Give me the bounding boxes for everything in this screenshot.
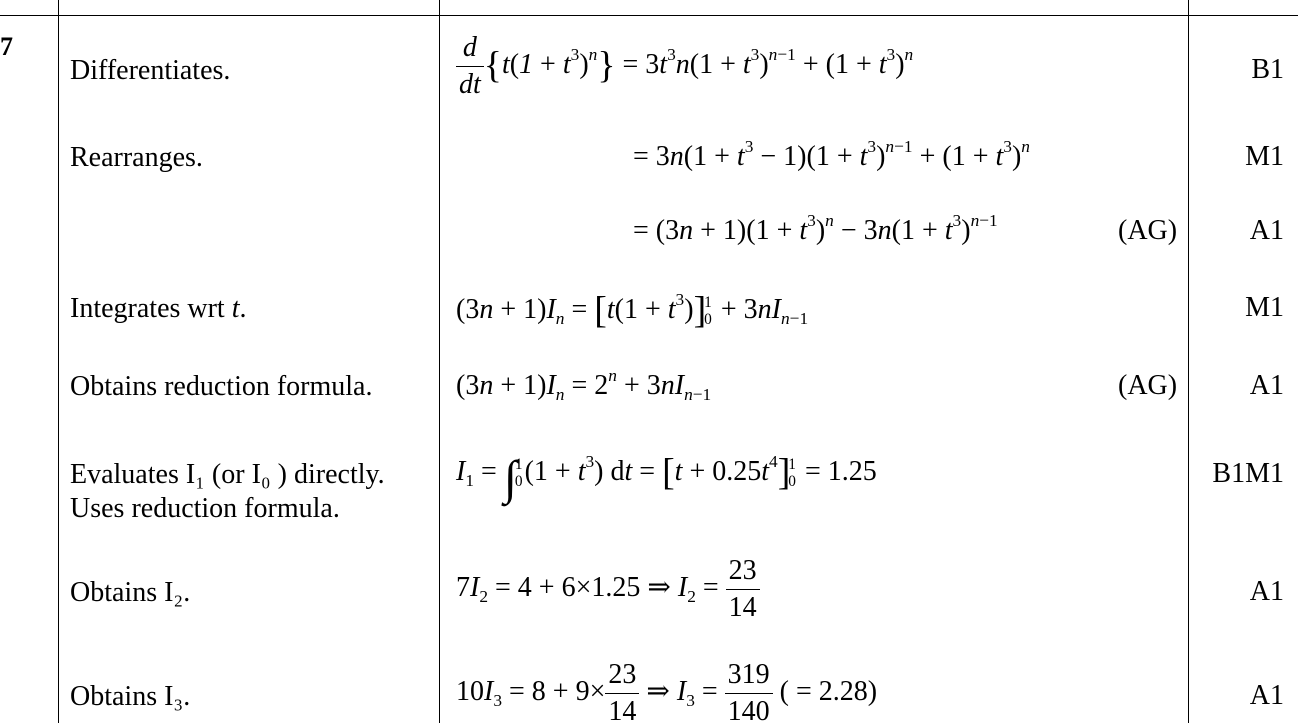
answer-given-label: (AG)	[1118, 370, 1178, 401]
equation-result: = $(3n + 1)(1 + t^3)^n - 3n(1 + t^3)^{n-1}$	[633, 210, 998, 246]
column-divider-2	[439, 0, 440, 723]
mark-a1: A1	[1249, 370, 1284, 401]
step-description: Obtains I₂.	[70, 577, 191, 608]
mark-m1: M1	[1245, 292, 1284, 323]
equation-i3: $10I_3 = 8 + 9\times$ $\frac{23}{14}$ ⇒ $I_3$ = $\frac{319}{140}$ ( = 2.28)	[456, 659, 878, 727]
step-description: Differentiates.	[70, 55, 231, 86]
answer-given-label: (AG)	[1118, 215, 1178, 246]
question-number: 7	[0, 32, 13, 61]
equation-integrate: $(3n + 1)I_n = [t(1 + t^3)]$ 1 0 + $3nI_{n-1}$	[456, 289, 809, 332]
mark-a1: A1	[1249, 576, 1284, 607]
mark-m1: M1	[1245, 141, 1284, 172]
mark-b1m1: B1M1	[1212, 458, 1284, 489]
mark-b1: B1	[1251, 54, 1284, 85]
step-description: Obtains I₃.	[70, 681, 191, 712]
column-divider-1	[58, 0, 59, 723]
equation-differentiate: $\frac{d}{dt}$ $\{t(1 + t^3)^n\} = 3t^3n(1 + t^3)^{n-1} + (1 + t^3)^n$	[456, 34, 913, 99]
equation-evaluate-i1: $I_1$ = ∫ 1 0 $(1 + t^3)$ dt = $[t + 0.25t^4]$ 1 0 = 1.25	[456, 451, 877, 505]
mark-a1: A1	[1249, 680, 1284, 711]
step-description: Rearranges.	[70, 142, 203, 173]
equation-i2: $7I_2 = 4 + 6\times 1.25$ ⇒ $I_2$ = $\frac{23}{14}$	[456, 557, 760, 622]
column-divider-3	[1188, 0, 1189, 723]
step-description: Obtains reduction formula.	[70, 371, 373, 402]
equation-rearrange: = $3n(1 + t^3 - 1)(1 + t^3)^{n-1} + (1 + t^3)^n$	[633, 136, 1030, 172]
step-description: Integrates wrt t.	[70, 293, 247, 324]
equation-reduction-formula: $(3n + 1)I_n = 2^n + 3nI_{n-1}$	[456, 365, 712, 405]
top-rule	[0, 15, 1298, 16]
step-description: Evaluates I₁ (or I₀ ) directly. Uses reduction formula.	[70, 459, 385, 524]
mark-a1: A1	[1249, 215, 1284, 246]
